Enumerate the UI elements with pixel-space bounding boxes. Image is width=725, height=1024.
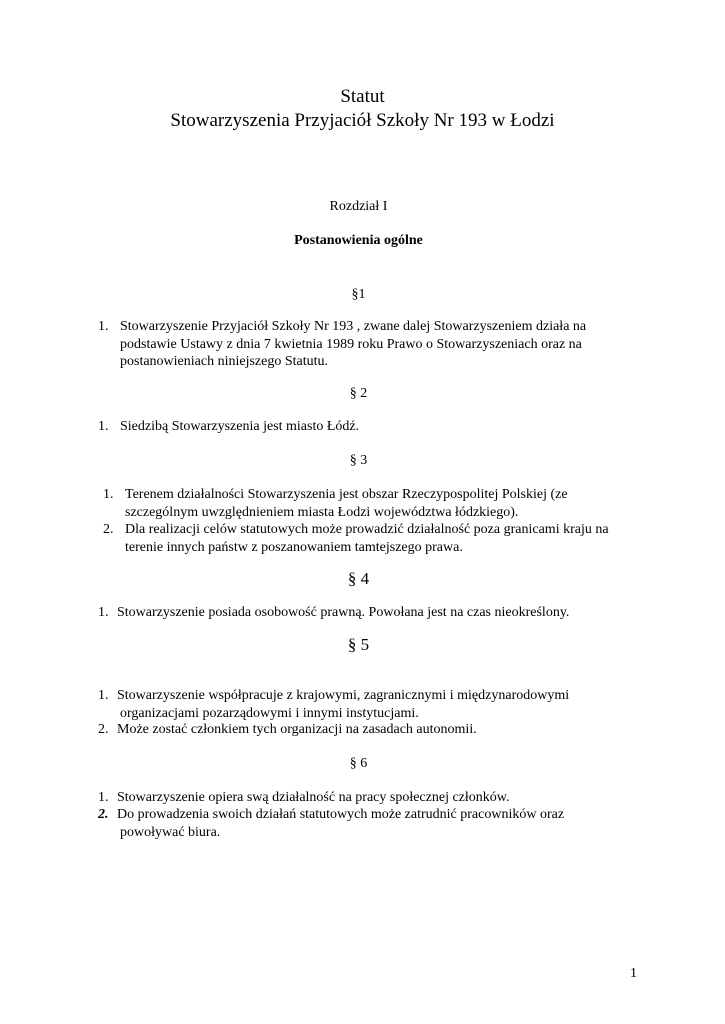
- item-text: [125, 521, 609, 556]
- section-heading-text: § 5: [347, 635, 370, 654]
- document-title: Statut: [340, 86, 385, 107]
- item-number: 2.: [103, 522, 114, 537]
- document-subtitle: Stowarzyszenia Przyjaciół Szkoły Nr 193 w Łodzi: [170, 110, 555, 131]
- item-number: 2.: [98, 807, 109, 822]
- item-line: podstawie Ustawy z dnia 7 kwietnia 1989 roku Prawo o Stowarzyszeniach oraz na: [120, 336, 582, 352]
- item-line: Może zostać członkiem tych organizacji na zasadach autonomii.: [117, 722, 477, 737]
- section-heading-2: § 2: [349, 386, 368, 401]
- item-line: Dla realizacji celów statutowych może prowadzić działalność poza granicami kraju na: [125, 522, 609, 537]
- chapter-label: Rozdział I: [329, 199, 388, 214]
- section-heading-6: § 6: [349, 756, 368, 771]
- item-line: terenie innych państw z poszanowaniem tamtejszego prawa.: [125, 539, 463, 555]
- item-line: Do prowadzenia swoich działań statutowych może zatrudnić pracowników oraz: [117, 807, 565, 822]
- item-line: powoływać biura.: [120, 824, 221, 840]
- item-number: 1.: [98, 319, 109, 334]
- item-number: 1.: [103, 487, 114, 502]
- item-number: 1.: [98, 419, 109, 434]
- item-text: [125, 486, 568, 521]
- item-text: [120, 418, 359, 436]
- page-number: 1: [630, 966, 637, 981]
- section-heading-4: [0, 570, 717, 589]
- item-line: postanowieniach niniejszego Statutu.: [120, 354, 329, 369]
- section-heading-3: § 3: [349, 453, 368, 468]
- item-text: [117, 721, 477, 739]
- section-heading-text: § 4: [347, 569, 370, 588]
- item-line: Terenem działalności Stowarzyszenia jest obszar Rzeczypospolitej Polskiej (ze: [125, 487, 568, 502]
- item-line: szczególnym uwzględnieniem miasta Łodzi województwa łódzkiego).: [125, 504, 519, 520]
- chapter-name: Postanowienia ogólne: [294, 233, 423, 248]
- item-text: [117, 806, 564, 841]
- item-line: Stowarzyszenie opiera swą działalność na pracy społecznej członków.: [117, 790, 510, 805]
- item-text: [120, 318, 586, 371]
- item-line: organizacjami pozarządowymi i innymi instytucjami.: [120, 705, 419, 721]
- item-number: 1.: [98, 605, 109, 620]
- item-number: 1.: [98, 790, 109, 805]
- section-heading-5: [0, 636, 717, 655]
- item-number: 1.: [98, 688, 109, 703]
- item-line: Stowarzyszenie Przyjaciół Szkoły Nr 193 , zwane dalej Stowarzyszeniem działa na: [120, 319, 587, 334]
- item-line: Stowarzyszenie posiada osobowość prawną. Powołana jest na czas nieokreślony.: [117, 605, 570, 620]
- item-text: [117, 789, 510, 807]
- item-number: 2.: [98, 722, 109, 737]
- item-text: [117, 604, 569, 622]
- item-text: [117, 687, 569, 722]
- item-line: Siedzibą Stowarzyszenia jest miasto Łódź.: [120, 419, 360, 434]
- section-heading-1: §1: [351, 287, 366, 302]
- item-line: Stowarzyszenie współpracuje z krajowymi, zagranicznymi i międzynarodowymi: [117, 688, 570, 703]
